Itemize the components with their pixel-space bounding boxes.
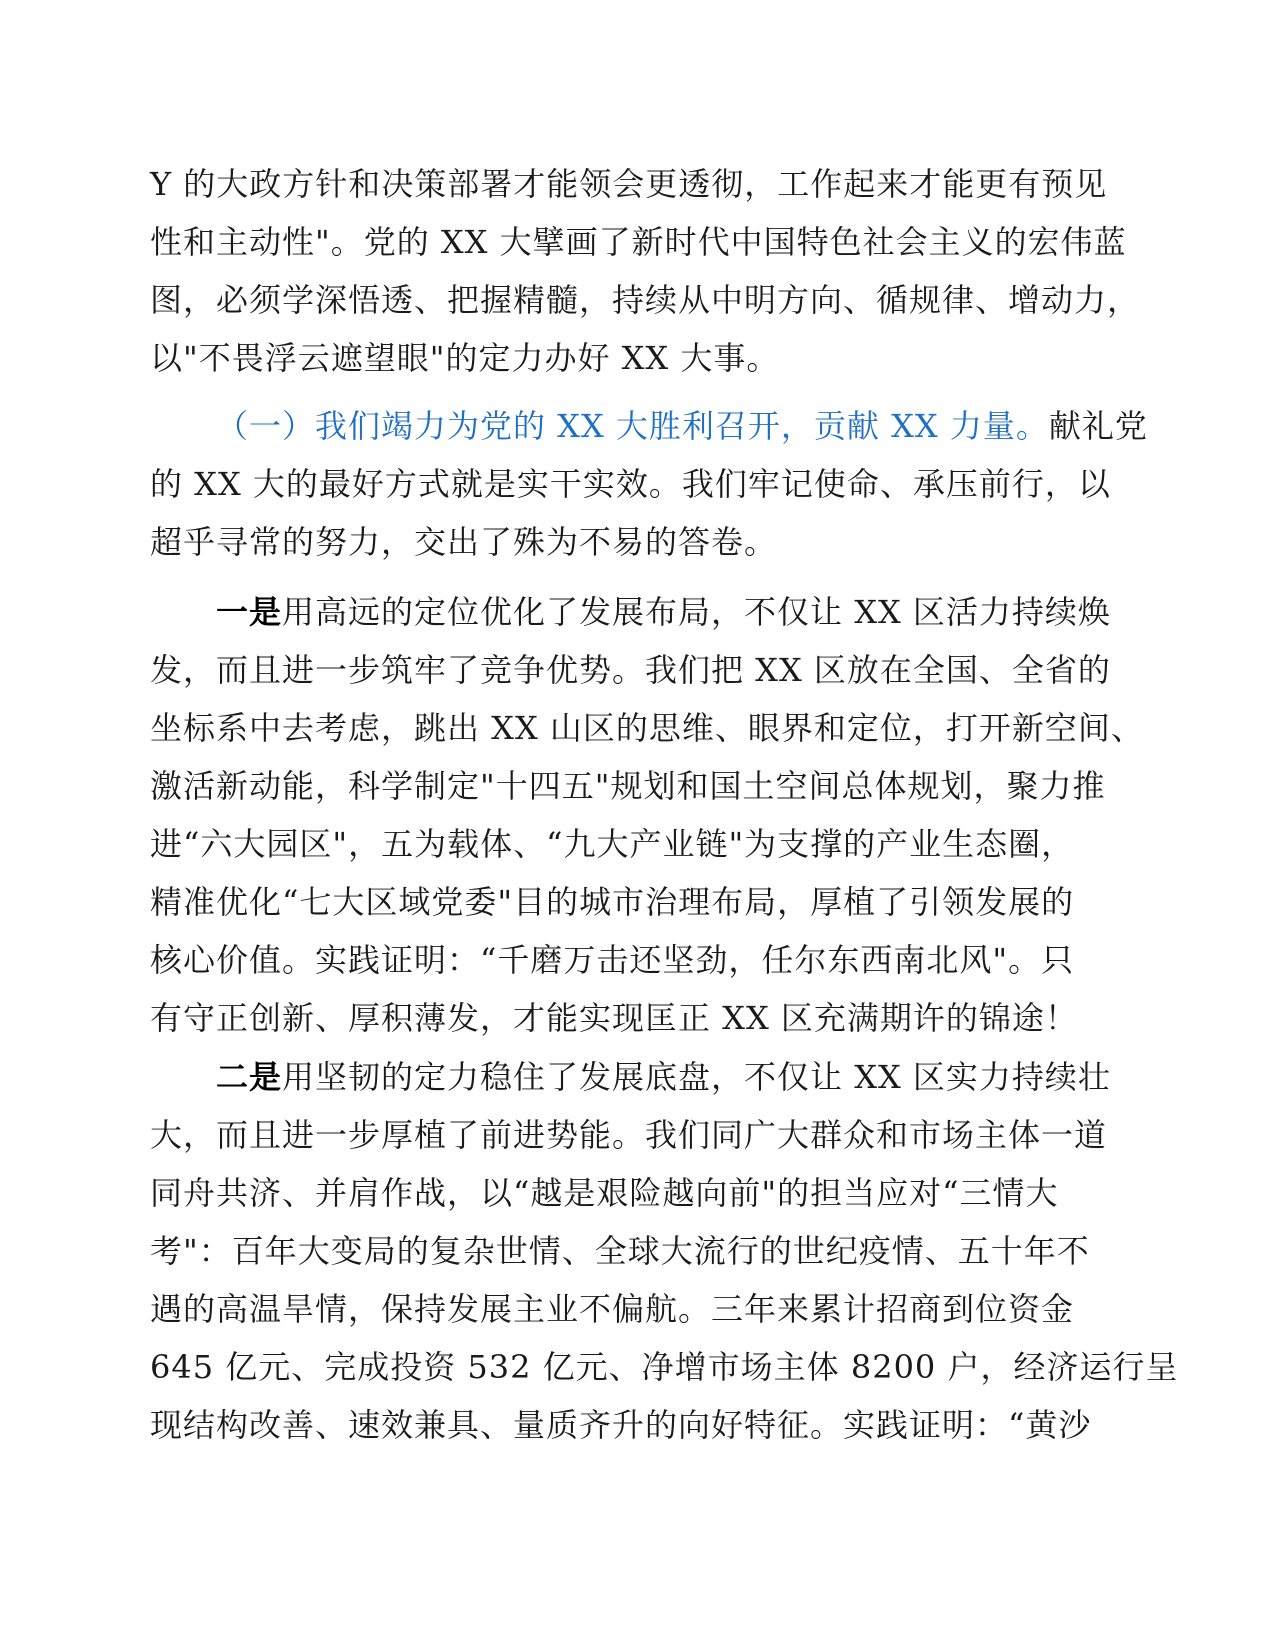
point-one-line-4: 激活新动能，科学制定"十四五"规划和国土空间总体规划，聚力推 [150, 767, 1106, 805]
section-one-line-3: 超乎寻常的努力，交出了殊为不易的答卷。 [150, 523, 778, 561]
point-two-line-7: 现结构改善、速效兼具、量质齐升的向好特征。实践证明：“黄沙 [150, 1406, 1092, 1444]
intro-line-3: 图，必须学深悟透、把握精髓，持续从中明方向、循规律、增动力， [150, 281, 1141, 319]
section-one-line-2: 的 XX 大的最好方式就是实干实效。我们牢记使命、承压前行，以 [150, 465, 1111, 503]
intro-paragraph [150, 155, 1141, 387]
intro-line-4: 以"不畏浮云遮望眼"的定力办好 XX 大事。 [150, 339, 780, 377]
point-two-first-line-rest: 用坚韧的定力稳住了发展底盘，不仅让 XX 区实力持续壮 [282, 1058, 1111, 1096]
point-one-lead: 一是 [216, 593, 283, 631]
point-one-line-2: 发，而且进一步筑牢了竞争优势。我们把 XX 区放在全国、全省的 [150, 651, 1111, 689]
section-one-heading: （一）我们竭力为党的 XX 大胜利召开，贡献 XX 力量。 [216, 407, 1049, 445]
point-one-line-8: 有守正创新、厚积薄发，才能实现匡正 XX 区充满期许的锦途！ [150, 999, 1078, 1037]
point-one-line-5: 进“六大园区"，五为载体、“九大产业链"为支撑的产业生态圈， [150, 825, 1075, 863]
intro-line-2: 性和主动性"。党的 XX 大擘画了新时代中国特色社会主义的宏伟蓝 [150, 223, 1127, 261]
point-two-lead: 二是 [216, 1058, 283, 1096]
point-one-line-3: 坐标系中去考虑，跳出 XX 山区的思维、眼界和定位，打开新空间、 [150, 709, 1144, 747]
point-one-paragraph [150, 583, 1144, 1047]
section-one-paragraph [150, 397, 1148, 571]
point-two-line-3: 同舟共济、并肩作战，以“越是艰险越向前"的担当应对“三情大 [150, 1174, 1059, 1212]
point-two-line-5: 遇的高温旱情，保持发展主业不偏航。三年来累计招商到位资金 [150, 1290, 1075, 1328]
point-two-line-2: 大，而且进一步厚植了前进势能。我们同广大群众和市场主体一道 [150, 1116, 1108, 1154]
point-one-first-line [150, 583, 1130, 641]
point-one-line-6: 精准优化“七大区域党委"目的城市治理布局，厚植了引领发展的 [150, 883, 1075, 921]
point-two-paragraph [150, 1048, 1179, 1454]
intro-line-1: Y 的大政方针和决策部署才能领会更透彻，工作起来才能更有预见 [150, 165, 1108, 203]
point-two-first-line [150, 1048, 1130, 1106]
section-one-first-line-rest: 献礼党 [1048, 407, 1148, 445]
point-two-line-6: 645 亿元、完成投资 532 亿元、净增市场主体 8200 户，经济运行呈 [150, 1348, 1179, 1386]
section-one-first-line [150, 397, 1148, 455]
point-one-first-line-rest: 用高远的定位优化了发展布局，不仅让 XX 区活力持续焕 [282, 593, 1111, 631]
point-one-line-7: 核心价值。实践证明：“千磨万击还坚劲，任尔东西南北风"。只 [150, 941, 1075, 979]
point-two-line-4: 考"：百年大变局的复杂世情、全球大流行的世纪疫情、五十年不 [150, 1232, 1090, 1270]
